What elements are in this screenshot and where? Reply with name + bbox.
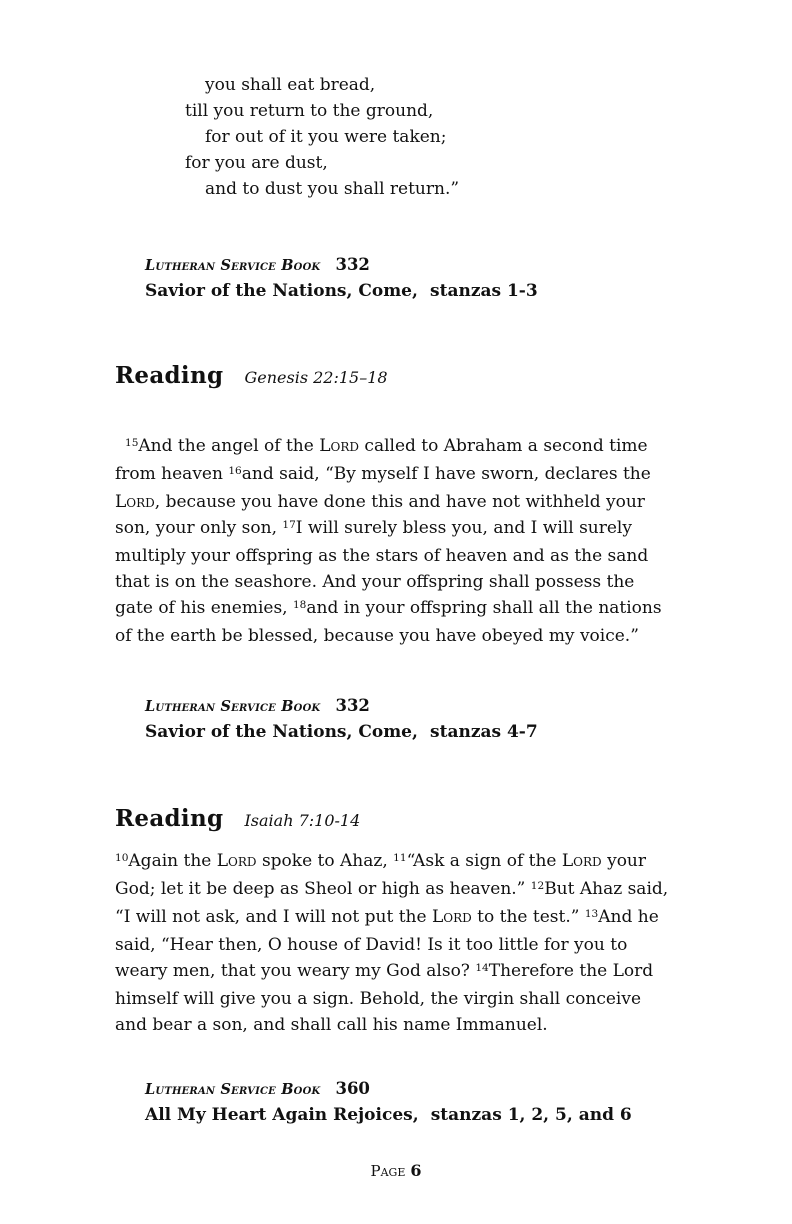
reading-section-heading [115,361,677,393]
poem-line: till you return to the ground, [185,101,434,121]
verse-number: 17 [282,518,296,531]
poem-block [115,72,677,202]
reading-reference: Isaiah 7:10-14 [244,811,361,830]
reading-heading: Reading [115,362,224,389]
scripture-text: Therefore the Lord himself will give you a sign. Behold, the virgin shall conceive and bear a son, and shall call his name Immanuel. [115,961,654,1035]
hymn-block [145,254,677,305]
scripture-text: But Ahaz said, “I will not ask, and I will not put the [115,879,669,927]
poem-line: you shall eat bread, [205,75,376,95]
scripture-text: And he said, “Hear then, O house of David! Is it too little for you to weary men, that you weary my God also? [115,907,659,981]
hymn-number: 360 [335,1079,370,1098]
divine-name: Lord [561,851,602,871]
poem-line: for you are dust, [185,153,328,173]
reading-section-heading [115,804,677,836]
hymn-title: All My Heart Again Rejoices, [145,1105,419,1125]
scripture-text: And the angel of the [138,436,320,456]
scripture-text: I will surely bless you, and I will surely multiply your offspring as the stars of heaven and as the sand that is on the seashore. And your offspring shall possess the gate of his enemies, [115,518,649,618]
scripture-text: your God; let it be deep as Sheol or high as heaven.” [115,851,647,899]
scripture-text: and in your offspring shall all the nations of the earth be blessed, because you have obeyed my voice.” [115,598,662,646]
hymn-number: 332 [335,696,370,715]
hymn-title-line [145,1101,677,1129]
scripture-text: spoke to Ahaz, [256,851,394,871]
verse-number: 16 [228,464,242,477]
scripture-paragraph [115,848,677,1038]
page-footer [0,1160,792,1182]
hymn-stanzas: stanzas 1-3 [430,281,538,301]
reading-reference: Genesis 22:15–18 [244,368,388,387]
hymn-source: Lutheran Service Book [145,1081,321,1098]
divine-name: Lord [216,851,257,871]
verse-number: 11 [393,851,407,864]
hymn-title: Savior of the Nations, Come, [145,281,418,301]
divine-name: Lord [115,492,155,512]
divine-name: Lord [431,907,472,927]
hymn-source-line [145,1078,677,1101]
hymn-title: Savior of the Nations, Come, [145,722,418,742]
scripture-text: to the test.” [471,907,585,927]
reading-heading: Reading [115,805,224,832]
hymn-source: Lutheran Service Book [145,257,321,274]
scripture-text: called to Abraham a second time from heaven [115,436,648,484]
footer-page-number: 6 [410,1161,422,1180]
divine-name: Lord [319,436,360,456]
scripture-text: , because you have done this and have not withheld your son, your only son, [115,492,645,538]
scripture-text: “Ask a sign of the [406,851,562,871]
verse-number: 18 [292,598,307,611]
scripture-paragraph [115,433,677,649]
hymn-block [145,695,677,746]
footer-page-label: Page [370,1162,406,1180]
hymn-title-line [145,718,677,746]
verse-number: 13 [584,907,599,920]
poem-line: for out of it you were taken; [205,127,447,147]
hymn-title-line [145,277,677,305]
hymn-stanzas: stanzas 1, 2, 5, and 6 [430,1105,632,1125]
verse-number: 14 [475,961,489,974]
verse-number: 12 [530,879,545,892]
hymn-stanzas: stanzas 4-7 [430,722,538,742]
verse-number: 15 [125,436,139,449]
hymn-number: 332 [335,255,370,274]
verse-number: 10 [115,851,129,864]
hymn-block [145,1078,677,1129]
hymn-source-line [145,254,677,277]
poem-line: and to dust you shall return.” [205,179,460,199]
scripture-text: and said, “By myself I have sworn, declares the [241,464,651,484]
hymn-source: Lutheran Service Book [145,698,321,715]
hymn-source-line [145,695,677,718]
scripture-text: Again the [128,851,217,871]
